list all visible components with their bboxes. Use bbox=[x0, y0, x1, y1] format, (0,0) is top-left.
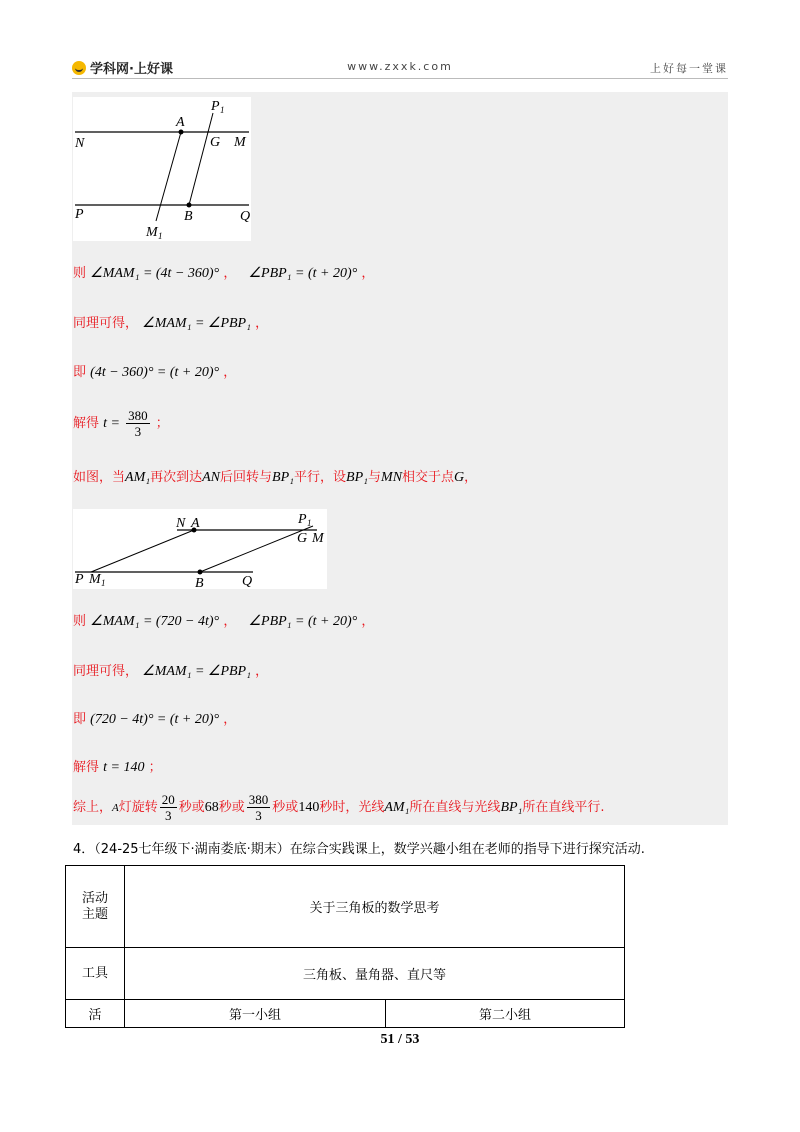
label-P1: P bbox=[211, 99, 220, 114]
table-head-cell: 活 bbox=[66, 1000, 125, 1028]
summary-line: 综上，A灯旋转 $\frac{20}{3}$ 秒或68秒或 $\frac{380}{3}$ 秒或140秒时，光线AM₁所在直线与光线BP₁所在直线平行. bbox=[73, 792, 605, 823]
table-row bbox=[66, 866, 625, 948]
solution-line: 解得 t = 140 ； bbox=[73, 760, 162, 775]
page-number: 51 / 53 bbox=[380, 1032, 420, 1047]
fraction: $\frac{380}{3}$ bbox=[248, 792, 269, 823]
label-G: G bbox=[297, 531, 308, 546]
label-P1-sub: 1 bbox=[220, 105, 225, 115]
solution-line: 则 ∠MAM₁ = (720 − 4t)° ， ∠PBP₁ = (t + 20)° ， bbox=[73, 614, 375, 629]
label-A: A bbox=[176, 115, 185, 130]
question-4: 4．（24-25七年级下·湖南娄底·期末）在综合实践课上，数学兴趣小组在老师的指导下进行探究活动. bbox=[73, 842, 645, 857]
solution-line: 同理可得， ∠MAM₁ = ∠PBP₁ ， bbox=[73, 664, 269, 679]
fraction: $\frac{380}{3}$ bbox=[128, 408, 148, 439]
label-M1-sub: 1 bbox=[158, 231, 163, 241]
figure-2 bbox=[73, 509, 327, 589]
slogan: 上好每一堂课 bbox=[650, 62, 728, 75]
table-row bbox=[66, 948, 625, 1000]
activity-table bbox=[65, 865, 625, 1028]
solution-line: 如图，当AM₁再次到达AN后回转与BP₁平行，设BP₁与MN相交于点G， bbox=[73, 470, 478, 485]
label-N: N bbox=[75, 136, 85, 151]
label-P1-sub: 1 bbox=[307, 518, 312, 528]
logo-text: 学科网·上好课 bbox=[90, 62, 173, 77]
fraction: $\frac{20}{3}$ bbox=[161, 792, 175, 823]
label-B: B bbox=[195, 576, 204, 589]
label-A: A bbox=[191, 516, 200, 531]
solution-line: 即 (4t − 360)° = (t + 20)° ， bbox=[73, 365, 237, 380]
figure-1 bbox=[73, 97, 251, 241]
label-M: M bbox=[234, 135, 246, 150]
solution-line: 即 (720 − 4t)° = (t + 20)° ， bbox=[73, 712, 237, 727]
table-row bbox=[66, 1000, 625, 1028]
label-Q: Q bbox=[240, 209, 251, 224]
table-cell: 第二小组 bbox=[386, 1000, 625, 1028]
label-M1: M bbox=[89, 572, 101, 587]
label-B: B bbox=[184, 209, 193, 224]
solution-line: 同理可得， ∠MAM₁ = ∠PBP₁ ， bbox=[73, 316, 269, 331]
label-P1: P bbox=[298, 512, 307, 527]
table-cell: 三角板、量角器、直尺等 bbox=[125, 948, 625, 1000]
figure-2-diagram bbox=[73, 509, 327, 589]
label-Q: Q bbox=[242, 574, 253, 589]
site-url: www.zxxk.com bbox=[347, 60, 453, 73]
solution-line: 解得 t = $\frac{380}{3}$ ； bbox=[73, 408, 169, 439]
table-head-cell: 工具 bbox=[66, 948, 125, 1000]
table-cell: 关于三角板的数学思考 bbox=[125, 866, 625, 948]
label-M: M bbox=[312, 531, 324, 546]
label-P: P bbox=[75, 572, 84, 587]
table-head-cell: 活动主题 bbox=[66, 866, 125, 948]
label-G: G bbox=[210, 135, 221, 150]
page-header bbox=[72, 58, 728, 79]
figure-1-diagram bbox=[73, 97, 251, 241]
label-P: P bbox=[75, 207, 84, 222]
label-M1: M bbox=[146, 225, 158, 240]
table-cell: 第一小组 bbox=[125, 1000, 386, 1028]
solution-line: 则 ∠MAM₁ = (4t − 360)° ， ∠PBP₁ = (t + 20)° ， bbox=[73, 266, 375, 281]
label-N: N bbox=[176, 516, 186, 531]
label-M1-sub: 1 bbox=[101, 578, 106, 588]
